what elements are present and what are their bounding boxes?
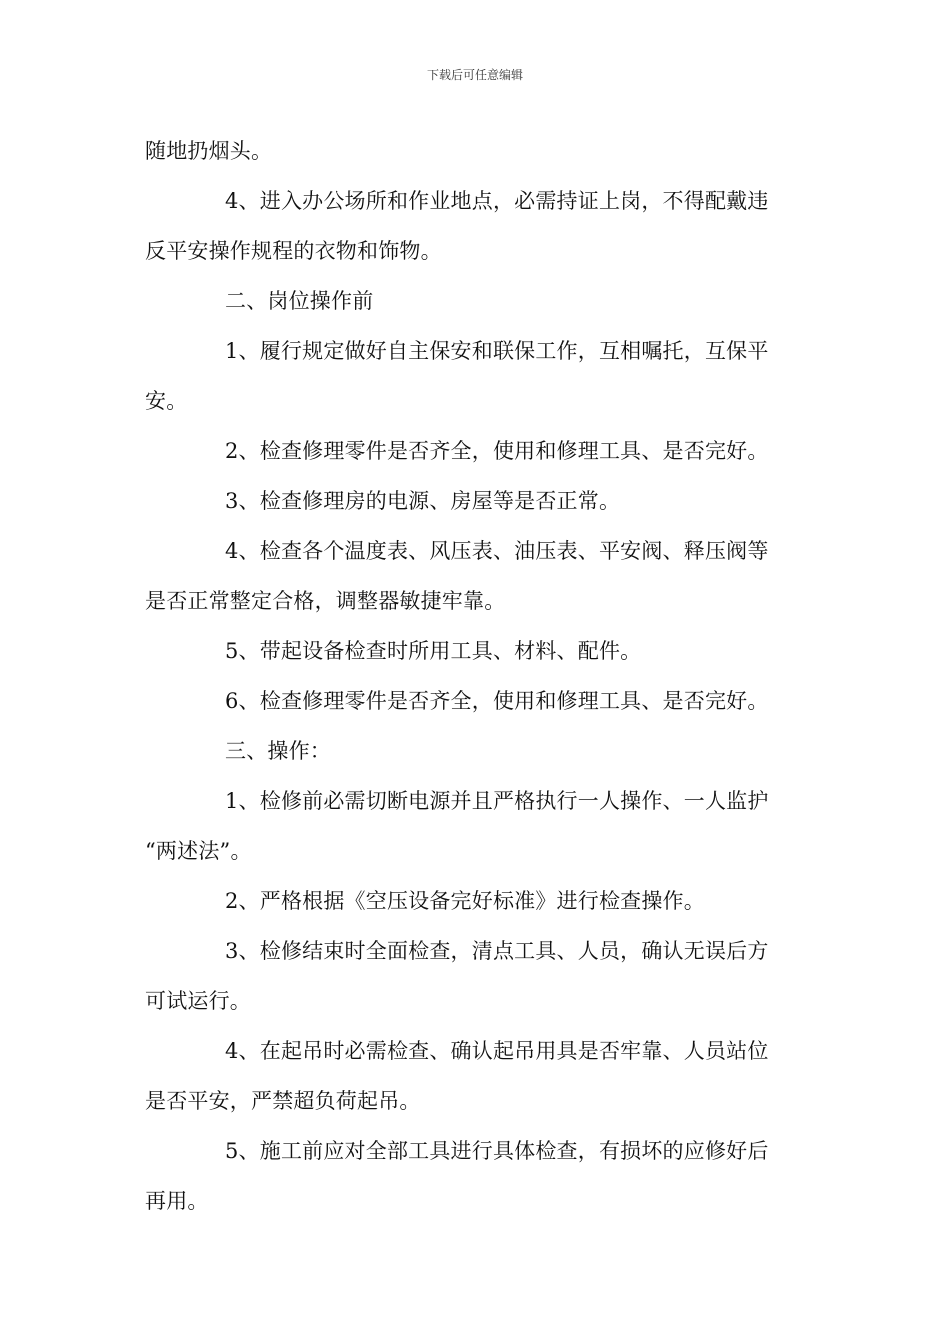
- text-line: 2、检查修理零件是否齐全，使用和修理工具、是否完好。: [225, 439, 769, 463]
- text-line: 反平安操作规程的衣物和饰物。: [145, 239, 442, 263]
- text-line: 3、检修结束时全面检查，清点工具、人员，确认无误后方: [225, 939, 769, 963]
- page-header-note: 下载后可任意编辑: [426, 68, 523, 82]
- text-line: “两述法”。: [145, 839, 252, 863]
- text-line: 2、严格根据《空压设备完好标准》进行检查操作。: [225, 889, 705, 913]
- section-heading: 二、岗位操作前: [225, 289, 374, 313]
- text-line: 6、检查修理零件是否齐全，使用和修理工具、是否完好。: [225, 689, 769, 713]
- text-line: 1、检修前必需切断电源并且严格执行一人操作、一人监护: [225, 789, 769, 813]
- text-line: 4、检查各个温度表、风压表、油压表、平安阀、释压阀等: [225, 539, 769, 563]
- text-line: 1、履行规定做好自主保安和联保工作，互相嘱托，互保平: [225, 339, 769, 363]
- text-line: 4、进入办公场所和作业地点，必需持证上岗，不得配戴违: [225, 189, 769, 213]
- text-line: 安。: [145, 389, 188, 413]
- text-line: 可试运行。: [145, 989, 251, 1013]
- document-body: [145, 126, 807, 1226]
- text-line: 4、在起吊时必需检查、确认起吊用具是否牢靠、人员站位: [225, 1039, 769, 1063]
- text-line: 再用。: [145, 1189, 209, 1213]
- text-line: 3、检查修理房的电源、房屋等是否正常。: [225, 489, 621, 513]
- text-line: 是否平安，严禁超负荷起吊。: [145, 1089, 421, 1113]
- section-heading: 三、操作：: [225, 739, 331, 763]
- text-line: 是否正常整定合格，调整器敏捷牢靠。: [145, 589, 506, 613]
- text-line: 5、施工前应对全部工具进行具体检查，有损坏的应修好后: [225, 1139, 769, 1163]
- text-line: 5、带起设备检查时所用工具、材料、配件。: [225, 639, 642, 663]
- text-line: 随地扔烟头。: [145, 139, 273, 163]
